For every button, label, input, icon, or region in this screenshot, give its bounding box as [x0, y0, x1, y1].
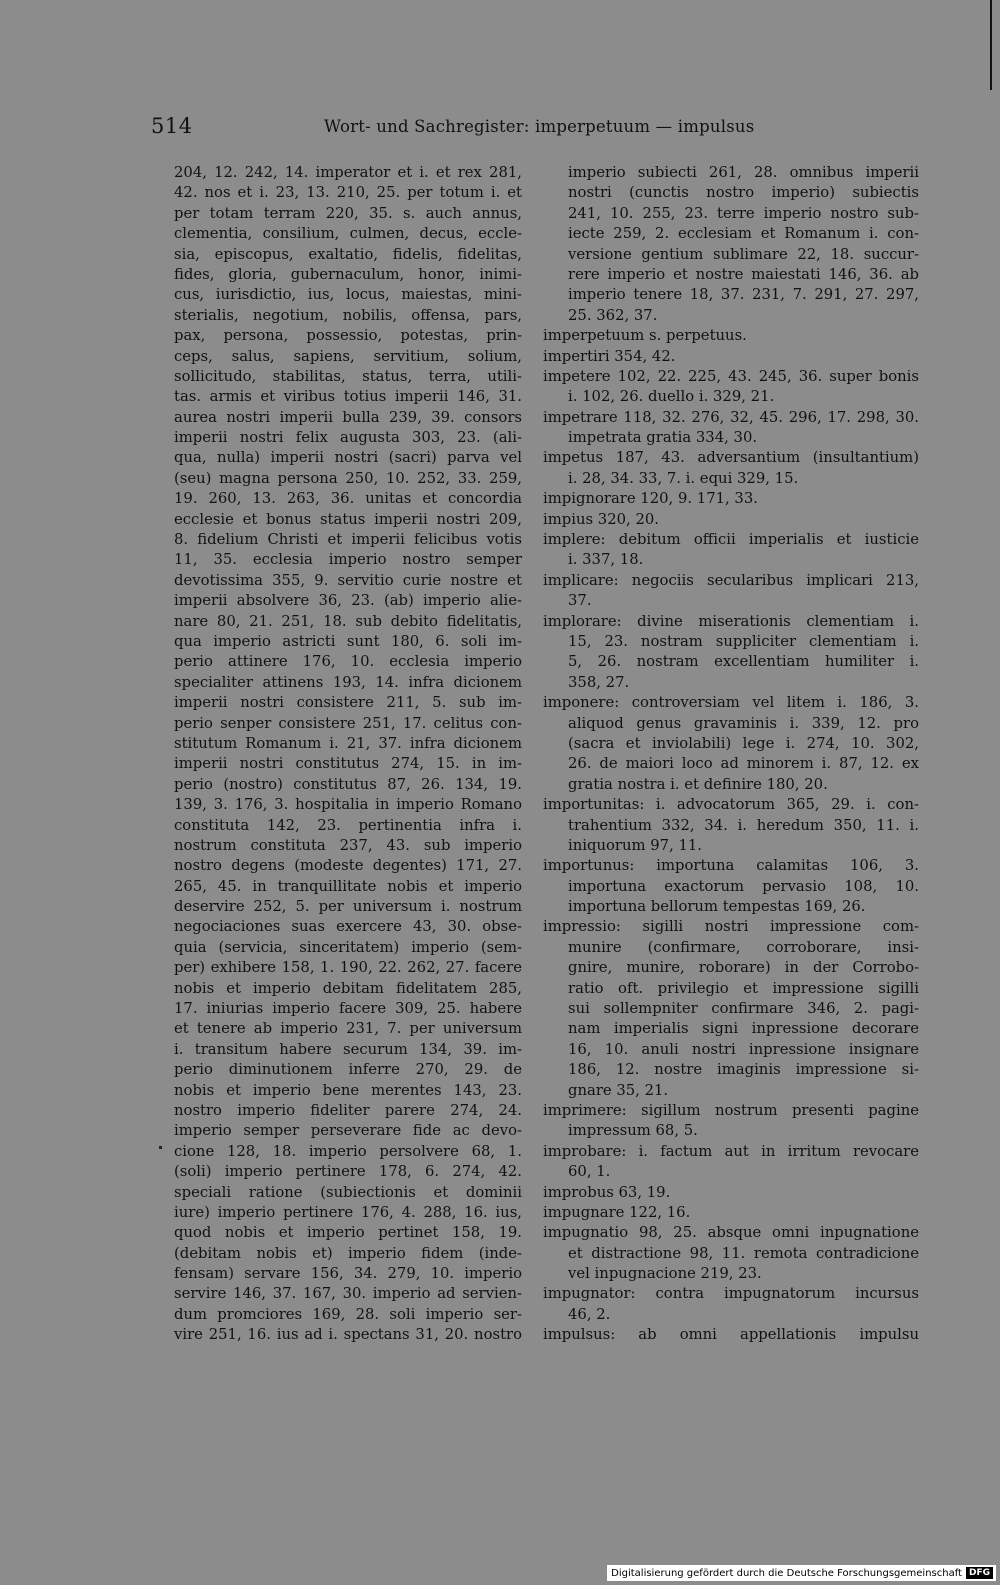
index-line: specialiter attinens 193, 14. infra dicionem [174, 673, 522, 691]
index-line: 16, 10. anuli nostri inpressione insignare [568, 1040, 919, 1058]
index-line: nostro imperio fideliter parere 274, 24. [174, 1101, 522, 1119]
index-entry-line: impetus 187, 43. adversantium (insultantium) [543, 449, 919, 467]
index-line: quia (servicia, sinceritatem) imperio (sem- [174, 938, 522, 956]
index-entry-line: imperpetuum s. perpetuus. [543, 327, 747, 345]
index-line: cus, iurisdictio, ius, locus, maiestas, mini- [174, 286, 522, 304]
index-line: sterialis, negotium, nobilis, offensa, pars, [174, 306, 522, 324]
index-line: iure) imperio pertinere 176, 4. 288, 16. ius, [174, 1203, 522, 1221]
index-line: imperii nostri consistere 211, 5. sub im- [174, 694, 522, 712]
index-line: nobis et imperio bene merentes 143, 23. [174, 1081, 522, 1099]
index-line: sui sollempniter confirmare 346, 2. pagi- [568, 1000, 919, 1018]
index-line: negociaciones suas exercere 43, 30. obse- [174, 918, 522, 936]
index-line: 15, 23. nostram suppliciter clementiam i. [568, 632, 919, 650]
index-line: devotissima 355, 9. servitio curie nostre et [174, 571, 522, 589]
index-line: clementia, consilium, culmen, decus, eccle- [174, 225, 522, 243]
index-line: fensam) servare 156, 34. 279, 10. imperio [174, 1265, 522, 1283]
index-line: vel inpugnacione 219, 23. [568, 1265, 762, 1283]
index-entry-line: impetere 102, 22. 225, 43. 245, 36. super bonis [543, 367, 919, 385]
index-line: versione gentium sublimare 22, 18. succur- [568, 245, 919, 263]
index-entry-line: imponere: controversiam vel litem i. 186, 3. [543, 694, 919, 712]
index-entry-line: impugnatio 98, 25. absque omni inpugnatione [543, 1224, 919, 1242]
index-line: trahentium 332, 34. i. heredum 350, 11. i. [568, 816, 919, 834]
index-entry-line: impugnator: contra impugnatorum incursus [543, 1285, 919, 1303]
index-line: imperio semper perseverare fide ac devo- [174, 1122, 522, 1140]
index-line: 204, 12. 242, 14. imperator et i. et rex 281, [174, 164, 522, 181]
index-line: imperio subiecti 261, 28. omnibus imperii [568, 164, 919, 181]
index-line: imperii nostri constitutus 274, 15. in im- [174, 755, 522, 773]
index-line: nam imperialis signi inpressione decorare [568, 1020, 919, 1038]
digitization-footer [607, 1565, 996, 1581]
index-line: ceps, salus, sapiens, servitium, solium, [174, 347, 522, 365]
index-line: qua imperio astricti sunt 180, 6. soli im- [174, 632, 522, 650]
index-line: 25. 362, 37. [568, 306, 658, 324]
index-line: qua, nulla) imperii nostri (sacri) parva vel [174, 449, 522, 467]
index-entry-line: improbare: i. factum aut in irritum revocare [543, 1142, 919, 1160]
index-entry-line: implorare: divine miserationis clementiam i. [543, 612, 919, 630]
index-line: 265, 45. in tranquillitate nobis et imperio [174, 877, 522, 895]
index-line: ratio oft. privilegio et impressione sigilli [568, 979, 919, 997]
index-line: per totam terram 220, 35. s. auch annus, [174, 204, 522, 222]
index-line: (seu) magna persona 250, 10. 252, 33. 259, [174, 469, 522, 487]
index-line: pax, persona, possessio, potestas, prin- [174, 327, 522, 345]
index-entry-line: implere: debitum officii imperialis et iusticie [543, 531, 919, 549]
running-title: Wort- und Sachregister: imperpetuum — impulsus [324, 117, 755, 136]
index-line: quod nobis et imperio pertinet 158, 19. [174, 1224, 522, 1242]
index-line: impressum 68, 5. [568, 1122, 698, 1140]
index-line: importuna exactorum pervasio 108, 10. [568, 877, 919, 895]
index-line: 139, 3. 176, 3. hospitalia in imperio Romano [174, 796, 522, 814]
index-line: (sacra et inviolabili) lege i. 274, 10. 302, [568, 734, 919, 752]
index-line: (soli) imperio pertinere 178, 6. 274, 42. [174, 1163, 522, 1181]
index-line: rere imperio et nostre maiestati 146, 36. ab [568, 265, 919, 283]
footer-text: Digitalisierung gefördert durch die Deutsche Forschungsgemeinschaft [611, 1567, 962, 1579]
index-line: ecclesie et bonus status imperii nostri 209, [174, 510, 522, 528]
dfg-logo: DFG [966, 1567, 993, 1579]
index-line: tas. armis et viribus totius imperii 146, 31. [174, 388, 522, 406]
index-line: imperii nostri felix augusta 303, 23. (ali- [174, 429, 522, 447]
index-line: nobis et imperio debitam fidelitatem 285, [174, 979, 522, 997]
index-line: 8. fidelium Christi et imperii felicibus votis [174, 531, 522, 549]
index-line: 60, 1. [568, 1163, 611, 1181]
index-entry-line: impulsus: ab omni appellationis impulsu [543, 1326, 919, 1344]
index-entry-line: impressio: sigilli nostri impressione com- [543, 918, 919, 936]
index-line: i. 102, 26. duello i. 329, 21. [568, 388, 775, 406]
index-line: perio attinere 176, 10. ecclesia imperio [174, 653, 522, 671]
index-line: munire (confirmare, corroborare, insi- [568, 938, 919, 956]
index-line: 186, 12. nostre imaginis impressione si- [568, 1061, 919, 1079]
index-entry-line: implicare: negociis secularibus implicari 213, [543, 571, 919, 589]
index-line: perio diminutionem inferre 270, 29. de [174, 1061, 522, 1079]
index-line: 26. de maiori loco ad minorem i. 87, 12. ex [568, 755, 919, 773]
index-line: i. 28, 34. 33, 7. i. equi 329, 15. [568, 469, 799, 487]
index-line: nostri (cunctis nostro imperio) subiectis [568, 184, 919, 202]
index-line: 19. 260, 13. 263, 36. unitas et concordia [174, 490, 522, 508]
index-line: fides, gloria, gubernaculum, honor, inimi- [174, 265, 522, 283]
index-line: per) exhibere 158, 1. 190, 22. 262, 27. facere [174, 959, 522, 977]
index-line: 42. nos et i. 23, 13. 210, 25. per totum i. et [174, 184, 522, 202]
index-entry-line: impignorare 120, 9. 171, 33. [543, 490, 758, 508]
index-line: gnire, munire, roborare) in der Corrobo- [568, 959, 919, 977]
index-line: nostrum constituta 237, 43. sub imperio [174, 836, 522, 854]
index-column-right [543, 163, 919, 1346]
index-line: perio (nostro) constitutus 87, 26. 134, 19. [174, 775, 522, 793]
index-entry-line: impetrare 118, 32. 276, 32, 45. 296, 17. 298, 30. [543, 408, 919, 426]
index-line: vire 251, 16. ius ad i. spectans 31, 20. nostro [174, 1326, 522, 1344]
index-line: nostro degens (modeste degentes) 171, 27. [174, 857, 522, 875]
index-line: gratia nostra i. et definire 180, 20. [568, 775, 828, 793]
index-column-left [174, 163, 522, 1346]
index-line: (debitam nobis et) imperio fidem (inde- [174, 1244, 522, 1262]
index-entry-line: impugnare 122, 16. [543, 1203, 691, 1221]
index-entry-line: improbus 63, 19. [543, 1183, 671, 1201]
index-line: aurea nostri imperii bulla 239, 39. consors [174, 408, 522, 426]
index-line: imperio tenere 18, 37. 231, 7. 291, 27. 297, [568, 286, 919, 304]
index-line: 46, 2. [568, 1305, 611, 1323]
index-line: sia, episcopus, exaltatio, fidelis, fidelitas, [174, 245, 522, 263]
page-number: 514 [151, 114, 193, 138]
index-line: 5, 26. nostram excellentiam humiliter i. [568, 653, 919, 671]
index-line: et distractione 98, 11. remota contradicione [568, 1244, 919, 1262]
index-line: 241, 10. 255, 23. terre imperio nostro sub- [568, 204, 919, 222]
index-line: iniquorum 97, 11. [568, 836, 703, 854]
index-line: 17. iniurias imperio facere 309, 25. habere [174, 1000, 522, 1018]
index-line: 11, 35. ecclesia imperio nostro semper [174, 551, 522, 569]
index-line: gnare 35, 21. [568, 1081, 669, 1099]
index-line: servire 146, 37. 167, 30. imperio ad servien- [174, 1285, 522, 1303]
index-line: aliquod genus gravaminis i. 339, 12. pro [568, 714, 919, 732]
index-line: i. 337, 18. [568, 551, 644, 569]
index-line: speciali ratione (subiectionis et dominii [174, 1183, 522, 1201]
index-entry-line: importunus: importuna calamitas 106, 3. [543, 857, 919, 875]
index-entry-line: impius 320, 20. [543, 510, 659, 528]
index-line: 37. [568, 592, 592, 610]
index-line: perio senper consistere 251, 17. celitus con- [174, 714, 522, 732]
index-line: nare 80, 21. 251, 18. sub debito fidelitatis, [174, 612, 522, 630]
index-line: stitutum Romanum i. 21, 37. infra dicionem [174, 734, 522, 752]
index-line: imperii absolvere 36, 23. (ab) imperio alie- [174, 592, 522, 610]
index-line: impetrata gratia 334, 30. [568, 429, 758, 447]
index-line: sollicitudo, stabilitas, status, terra, utili- [174, 367, 522, 385]
index-entry-line: imprimere: sigillum nostrum presenti pagine [543, 1101, 919, 1119]
index-line: dum promciores 169, 28. soli imperio ser- [174, 1305, 522, 1323]
index-entry-line: impertiri 354, 42. [543, 347, 676, 365]
scan-edge-mark [990, 0, 992, 90]
index-line: cione 128, 18. imperio persolvere 68, 1. [174, 1142, 522, 1160]
scan-speck [159, 1146, 162, 1149]
index-line: et tenere ab imperio 231, 7. per universum [174, 1020, 522, 1038]
index-line: 358, 27. [568, 673, 630, 691]
index-line: deservire 252, 5. per universum i. nostrum [174, 898, 522, 916]
index-line: iecte 259, 2. ecclesiam et Romanum i. con- [568, 225, 919, 243]
index-line: importuna bellorum tempestas 169, 26. [568, 898, 866, 916]
index-line: constituta 142, 23. pertinentia infra i. [174, 816, 522, 834]
index-entry-line: importunitas: i. advocatorum 365, 29. i. con- [543, 796, 919, 814]
index-line: i. transitum habere securum 134, 39. im- [174, 1040, 522, 1058]
